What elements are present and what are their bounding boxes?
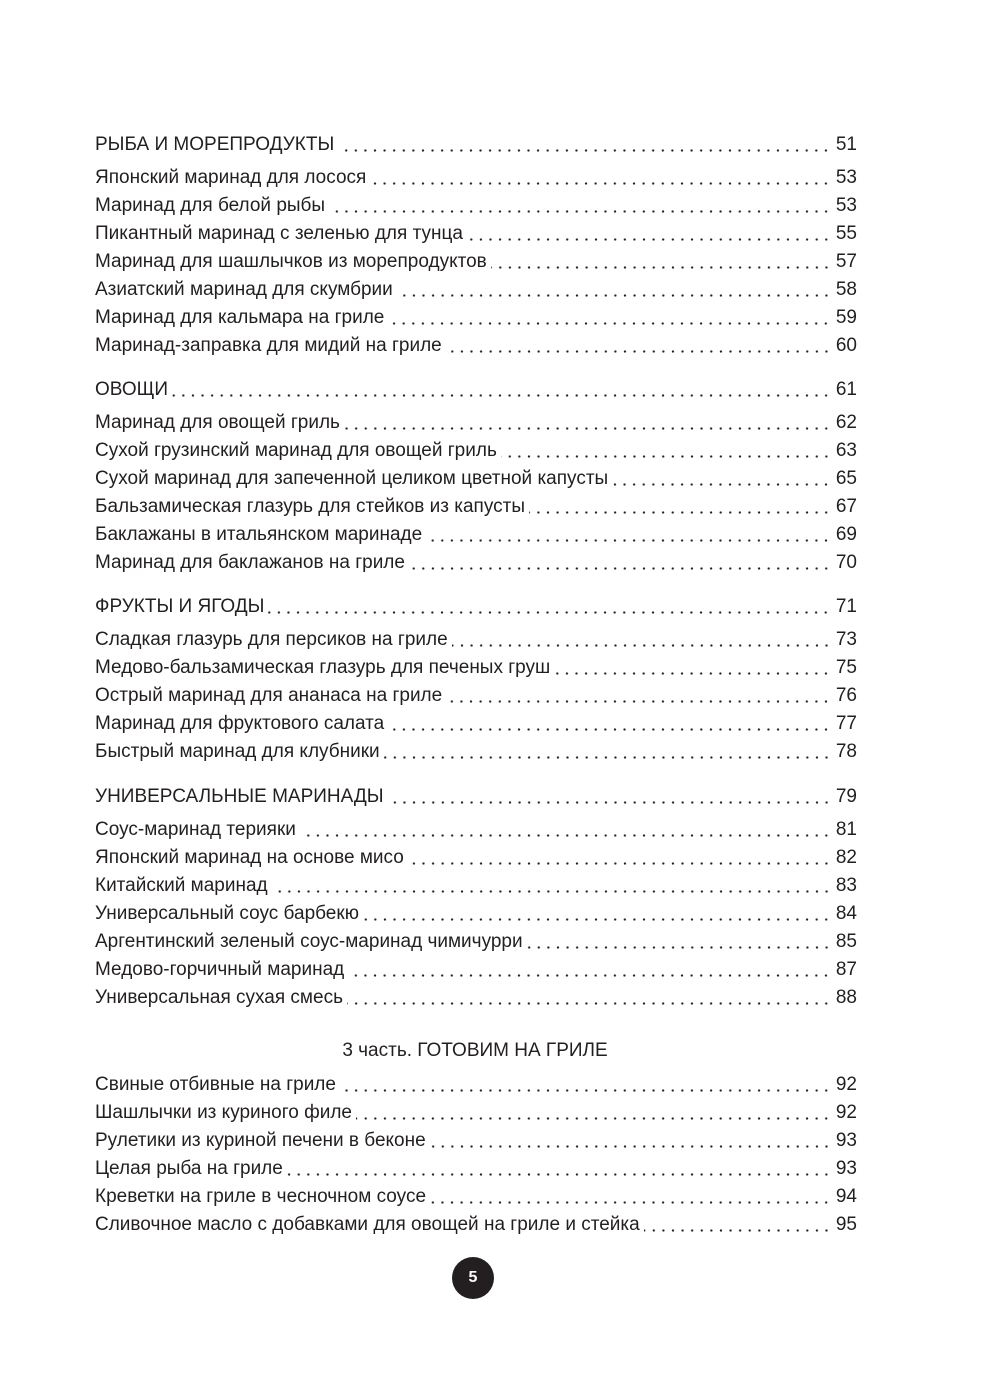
toc-section-vegetables [95,376,857,577]
toc-entry[interactable] [95,1099,857,1127]
toc-entry[interactable] [95,738,857,766]
dot-leader [612,483,831,486]
entry-page: 77 [835,713,857,734]
entry-page: 65 [835,468,857,489]
entry-title: Свиные отбивные на гриле [95,1074,336,1095]
dot-leader [268,611,831,614]
toc-entry[interactable] [95,844,857,872]
toc-section-heading[interactable] [95,131,857,159]
toc-entry[interactable] [95,626,857,654]
dot-leader [344,427,831,430]
entry-page: 81 [835,819,857,840]
entry-page: 69 [835,524,857,545]
entry-title: Универсальная сухая смесь [95,987,343,1008]
entry-title: Бальзамическая глазурь для стейков из капусты [95,496,525,517]
toc-entry[interactable] [95,928,857,956]
dot-leader [554,672,831,675]
toc-entry[interactable] [95,465,857,493]
dot-leader [388,322,831,325]
dot-leader [287,1173,831,1176]
dot-leader [409,567,831,570]
entry-page: 87 [835,959,857,980]
entry-title: Острый маринад для ананаса на гриле [95,685,443,706]
toc-section-universal [95,783,857,1012]
dot-leader [491,266,831,269]
toc-entry[interactable] [95,1183,857,1211]
dot-leader [527,946,831,949]
entry-page: 84 [835,903,857,924]
dot-leader [388,728,831,731]
dot-leader [300,834,831,837]
toc-entry[interactable] [95,332,857,360]
toc-section-heading[interactable] [95,783,857,811]
entry-title: УНИВЕРСАЛЬНЫЕ МАРИНАДЫ [95,786,384,807]
dot-leader [408,862,831,865]
dot-leader [356,1117,831,1120]
entry-page: 67 [835,496,857,517]
entry-title: Медово-горчичный маринад [95,959,345,980]
dot-leader [452,644,831,647]
entry-title: Маринад для баклажанов на гриле [95,552,405,573]
toc-entry[interactable] [95,521,857,549]
entry-page: 58 [835,279,857,300]
entry-title: Баклажаны в итальянском маринаде [95,524,423,545]
toc-section-fish [95,131,857,360]
entry-title: Креветки на гриле в чесночном соусе [95,1186,427,1207]
dot-leader [172,394,831,397]
entry-title: ОВОЩИ [95,379,169,400]
entry-page: 93 [835,1130,857,1151]
entry-page: 92 [835,1074,857,1095]
toc-entry[interactable] [95,654,857,682]
entry-page: 62 [835,412,857,433]
entry-title: Сухой маринад для запеченной целиком цветной капусты [95,468,609,489]
entry-title: Соус-маринад терияки [95,819,296,840]
dot-leader [426,539,831,542]
entry-page: 78 [835,741,857,762]
entry-title: Маринад для белой рыбы [95,195,326,216]
dot-leader [347,1002,831,1005]
entry-title: Азиатский маринад для скумбрии [95,279,393,300]
entry-title: Китайский маринад [95,875,268,896]
part-heading: 3 часть. ГОТОВИМ НА ГРИЛЕ [342,1040,608,1061]
entry-title: Маринад для кальмара на гриле [95,307,385,328]
entry-page: 51 [835,134,857,155]
entry-title: Рулетики из куриной печени в беконе [95,1130,426,1151]
toc-entry[interactable] [95,437,857,465]
entry-page: 76 [835,685,857,706]
entry-page: 71 [835,596,857,617]
dot-leader [370,182,831,185]
dot-leader [272,890,831,893]
dot-leader [329,210,831,213]
toc-entry[interactable] [95,192,857,220]
dot-leader [388,801,831,804]
dot-leader [363,918,831,921]
entry-title: Маринад для шашлычков из морепродуктов [95,251,487,272]
toc-entry[interactable] [95,1155,857,1183]
entry-title: Сливочное масло с добавками для овощей на гриле и стейка [95,1214,640,1235]
toc-entry[interactable] [95,220,857,248]
entry-title: Сладкая глазурь для персиков на гриле [95,629,448,650]
dot-leader [430,1201,831,1204]
entry-title: Сухой грузинский маринад для овощей гриль [95,440,497,461]
toc-entry[interactable] [95,549,857,577]
toc-entry[interactable] [95,493,857,521]
entry-page: 60 [835,335,857,356]
toc-entry[interactable] [95,1211,857,1239]
toc-entry[interactable] [95,816,857,844]
entry-page: 53 [835,195,857,216]
dot-leader [644,1229,831,1232]
entry-page: 85 [835,931,857,952]
entry-title: Медово-бальзамическая глазурь для печеных груш [95,657,551,678]
dot-leader [340,1089,831,1092]
entry-page: 94 [835,1186,857,1207]
dot-leader [384,756,831,759]
entry-page: 79 [835,786,857,807]
toc-entry[interactable] [95,956,857,984]
entry-page: 73 [835,629,857,650]
entry-page: 75 [835,657,857,678]
toc-section-heading[interactable] [95,376,857,404]
toc-entry[interactable] [95,164,857,192]
dot-leader [529,511,831,514]
toc-entry[interactable] [95,409,857,437]
dot-leader [467,238,831,241]
toc-entry[interactable] [95,304,857,332]
entry-title: Пикантный маринад с зеленью для тунца [95,223,463,244]
dot-leader [338,149,831,152]
entry-title: Маринад для овощей гриль [95,412,340,433]
entry-page: 92 [835,1102,857,1123]
dot-leader [446,350,831,353]
toc-entry[interactable] [95,1127,857,1155]
toc-entry[interactable] [95,984,857,1012]
entry-title: РЫБА И МОРЕПРОДУКТЫ [95,134,335,155]
toc-section-heading[interactable] [95,593,857,621]
toc-entry[interactable] [95,1071,857,1099]
page-number-badge: 5 [452,1257,494,1299]
entry-page: 57 [835,251,857,272]
entry-page: 70 [835,552,857,573]
toc-entry[interactable] [95,872,857,900]
entry-page: 88 [835,987,857,1008]
entry-title: Целая рыба на гриле [95,1158,283,1179]
entry-page: 63 [835,440,857,461]
entry-page: 55 [835,223,857,244]
entry-title: Универсальный соус барбекю [95,903,359,924]
toc-entry[interactable] [95,248,857,276]
toc-entry[interactable] [95,710,857,738]
dot-leader [430,1145,831,1148]
entry-page: 93 [835,1158,857,1179]
toc-entry[interactable] [95,682,857,710]
entry-title: Шашлычки из куриного филе [95,1102,352,1123]
entry-title: Аргентинский зеленый соус-маринад чимичурри [95,931,523,952]
entry-title: ФРУКТЫ И ЯГОДЫ [95,596,265,617]
toc-section-part3 [95,1071,857,1239]
entry-page: 59 [835,307,857,328]
dot-leader [501,455,831,458]
entry-title: Японский маринад для лосося [95,167,367,188]
entry-page: 53 [835,167,857,188]
dot-leader [348,974,831,977]
toc-section-fruits [95,593,857,766]
entry-page: 83 [835,875,857,896]
entry-page: 82 [835,847,857,868]
entry-title: Японский маринад на основе мисо [95,847,404,868]
toc-entry[interactable] [95,276,857,304]
entry-page: 61 [835,379,857,400]
entry-page: 95 [835,1214,857,1235]
entry-title: Маринад для фруктового салата [95,713,385,734]
dot-leader [397,294,831,297]
entry-title: Маринад-заправка для мидий на гриле [95,335,442,356]
toc-entry[interactable] [95,900,857,928]
entry-title: Быстрый маринад для клубники [95,741,380,762]
dot-leader [446,700,831,703]
